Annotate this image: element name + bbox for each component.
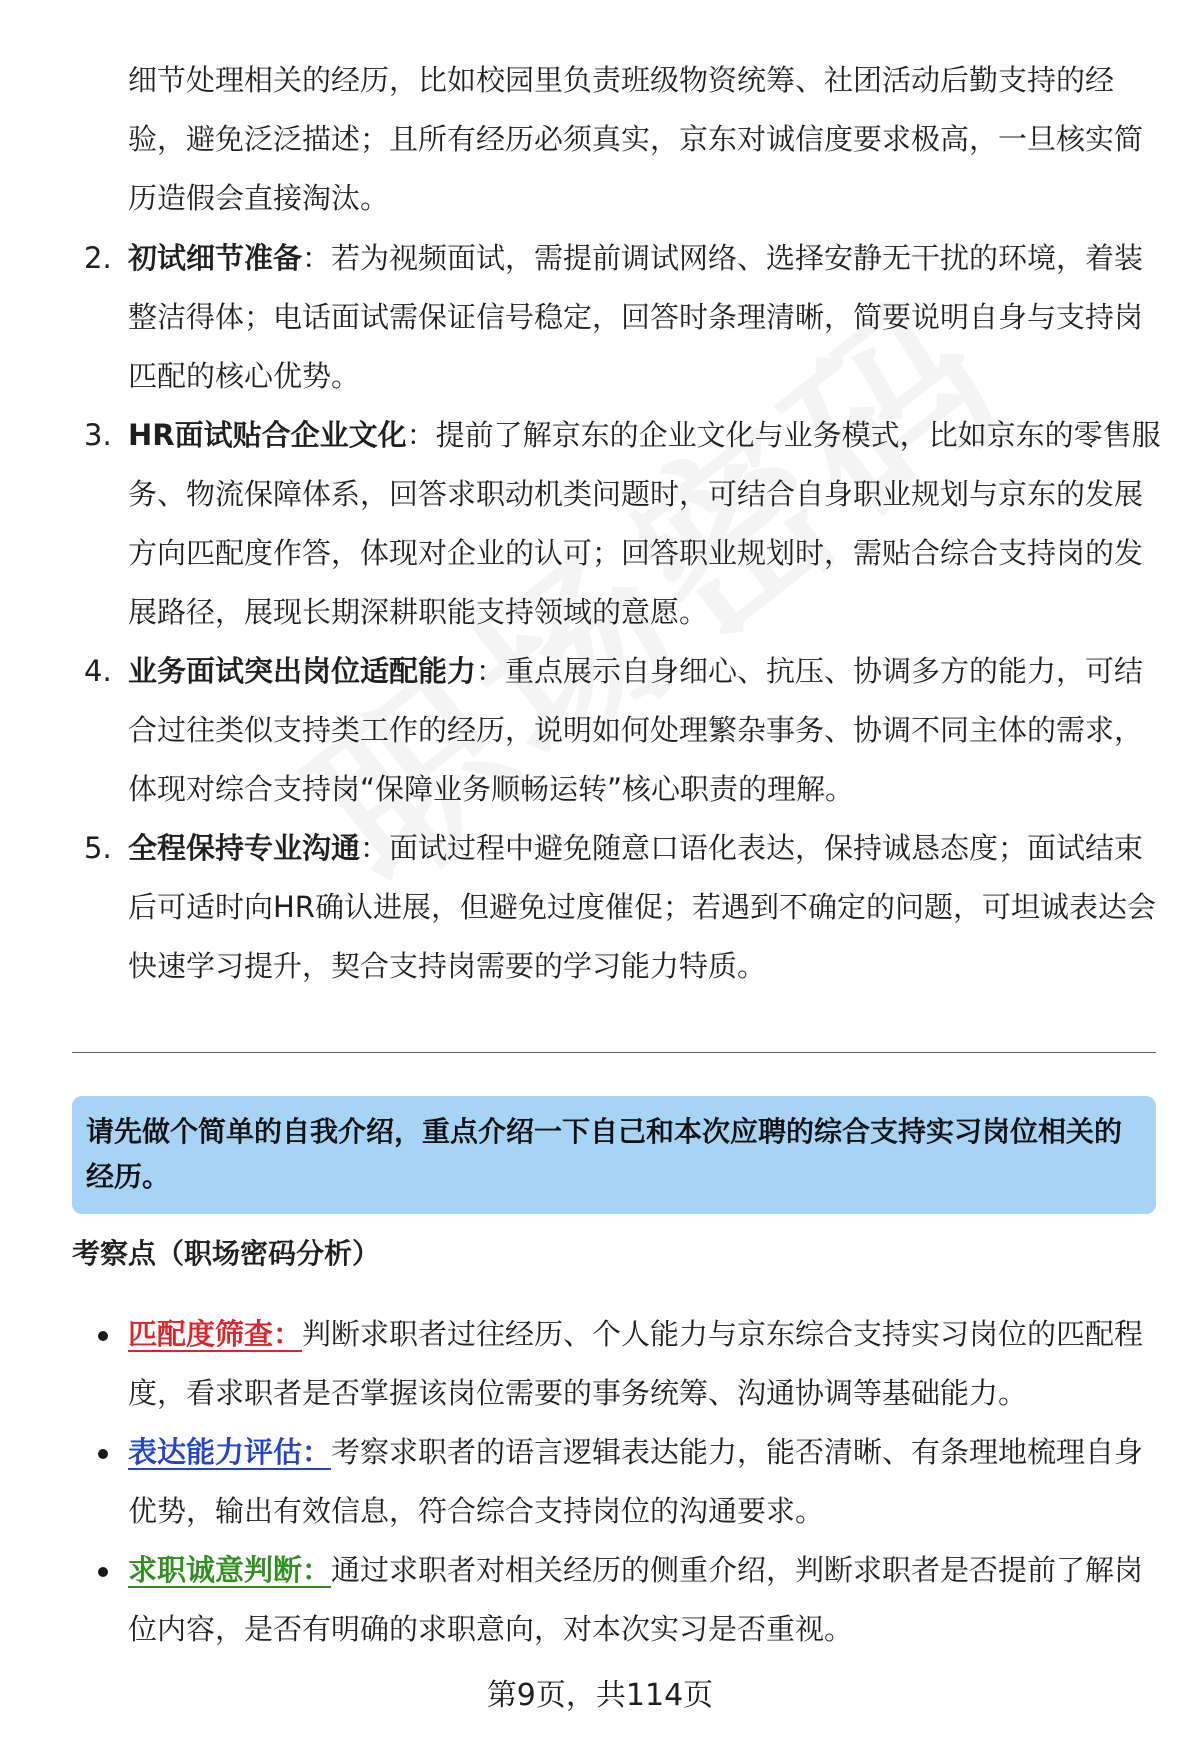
point-text: 考察求职者的语言逻辑表达能力，能否清晰、有条理地梳理自身优势，输出有效信息，符合综合支持岗位的沟通要求。: [128, 1435, 1144, 1528]
list-item: [72, 1423, 1168, 1541]
bullet-icon: [98, 1567, 108, 1577]
item-term: 业务面试突出岗位适配能力: [128, 654, 477, 688]
point-label: 匹配度筛查：: [128, 1317, 303, 1351]
page-number: 第9页，共114页: [486, 1678, 714, 1713]
list-item: [72, 406, 1168, 642]
item-number: 5.: [84, 831, 112, 865]
item-number: 4.: [84, 654, 112, 688]
list-item: [72, 229, 1168, 406]
point-text: 通过求职者对相关经历的侧重介绍，判断求职者是否提前了解岗位内容，是否有明确的求职意向，对本次实习是否重视。: [128, 1553, 1144, 1646]
continuation-paragraph: 细节处理相关的经历，比如校园里负责班级物资统筹、社团活动后勤支持的经验，避免泛泛描述；且所有经历必须真实，京东对诚信度要求极高，一旦核实简历造假会直接淘汰。: [128, 63, 1144, 215]
bullet-icon: [98, 1449, 108, 1459]
section-divider: [72, 1052, 1156, 1053]
item-text: ：重点展示自身细心、抗压、协调多方的能力，可结合过往类似支持类工作的经历，说明如何处理繁杂事务、协调不同主体的需求，体现对综合支持岗“保障业务顺畅运转”核心职责的理解。: [128, 654, 1144, 806]
item-text: ：提前了解京东的企业文化与业务模式，比如京东的零售服务、物流保障体系，回答求职动机类问题时，可结合自身职业规划与京东的发展方向匹配度作答，体现对企业的认可；回答职业规划时，需贴合综合支持岗的发展路径，展现长期深耕职能支持领域的意愿。: [128, 418, 1161, 629]
point-text: 判断求职者过往经历、个人能力与京东综合支持实习岗位的匹配程度，看求职者是否掌握该岗位需要的事务统筹、沟通协调等基础能力。: [128, 1317, 1144, 1410]
list-item: [72, 642, 1168, 819]
question-text: 请先做个简单的自我介绍，重点介绍一下自己和本次应聘的综合支持实习岗位相关的经历。: [86, 1115, 1123, 1193]
point-label: 表达能力评估：: [128, 1435, 332, 1469]
point-label: 求职诚意判断：: [128, 1553, 332, 1587]
section-title: 考察点（职场密码分析）: [72, 1237, 381, 1270]
item-text: ：面试过程中避免随意口语化表达，保持诚恳态度；面试结束后可适时向HR确认进展，但避免过度催促；若遇到不确定的问题，可坦诚表达会快速学习提升，契合支持岗需要的学习能力特质。: [128, 831, 1156, 983]
list-item: [72, 1305, 1168, 1423]
item-term: HR面试贴合企业文化: [128, 418, 407, 452]
item-text: ：若为视频面试，需提前调试网络、选择安静无干扰的环境，着装整洁得体；电话面试需保证信号稳定，回答时条理清晰，简要说明自身与支持岗匹配的核心优势。: [128, 241, 1144, 393]
item-number: 2.: [84, 241, 112, 275]
item-term: 初试细节准备: [128, 241, 303, 275]
question-box: [72, 1096, 1156, 1214]
item-term: 全程保持专业沟通: [128, 831, 361, 865]
tips-ordered-list: [72, 229, 1168, 996]
bullet-icon: [98, 1331, 108, 1341]
list-item: [72, 819, 1168, 996]
item-number: 3.: [84, 418, 112, 452]
assessment-points-list: [72, 1305, 1168, 1659]
list-item: [72, 1541, 1168, 1659]
